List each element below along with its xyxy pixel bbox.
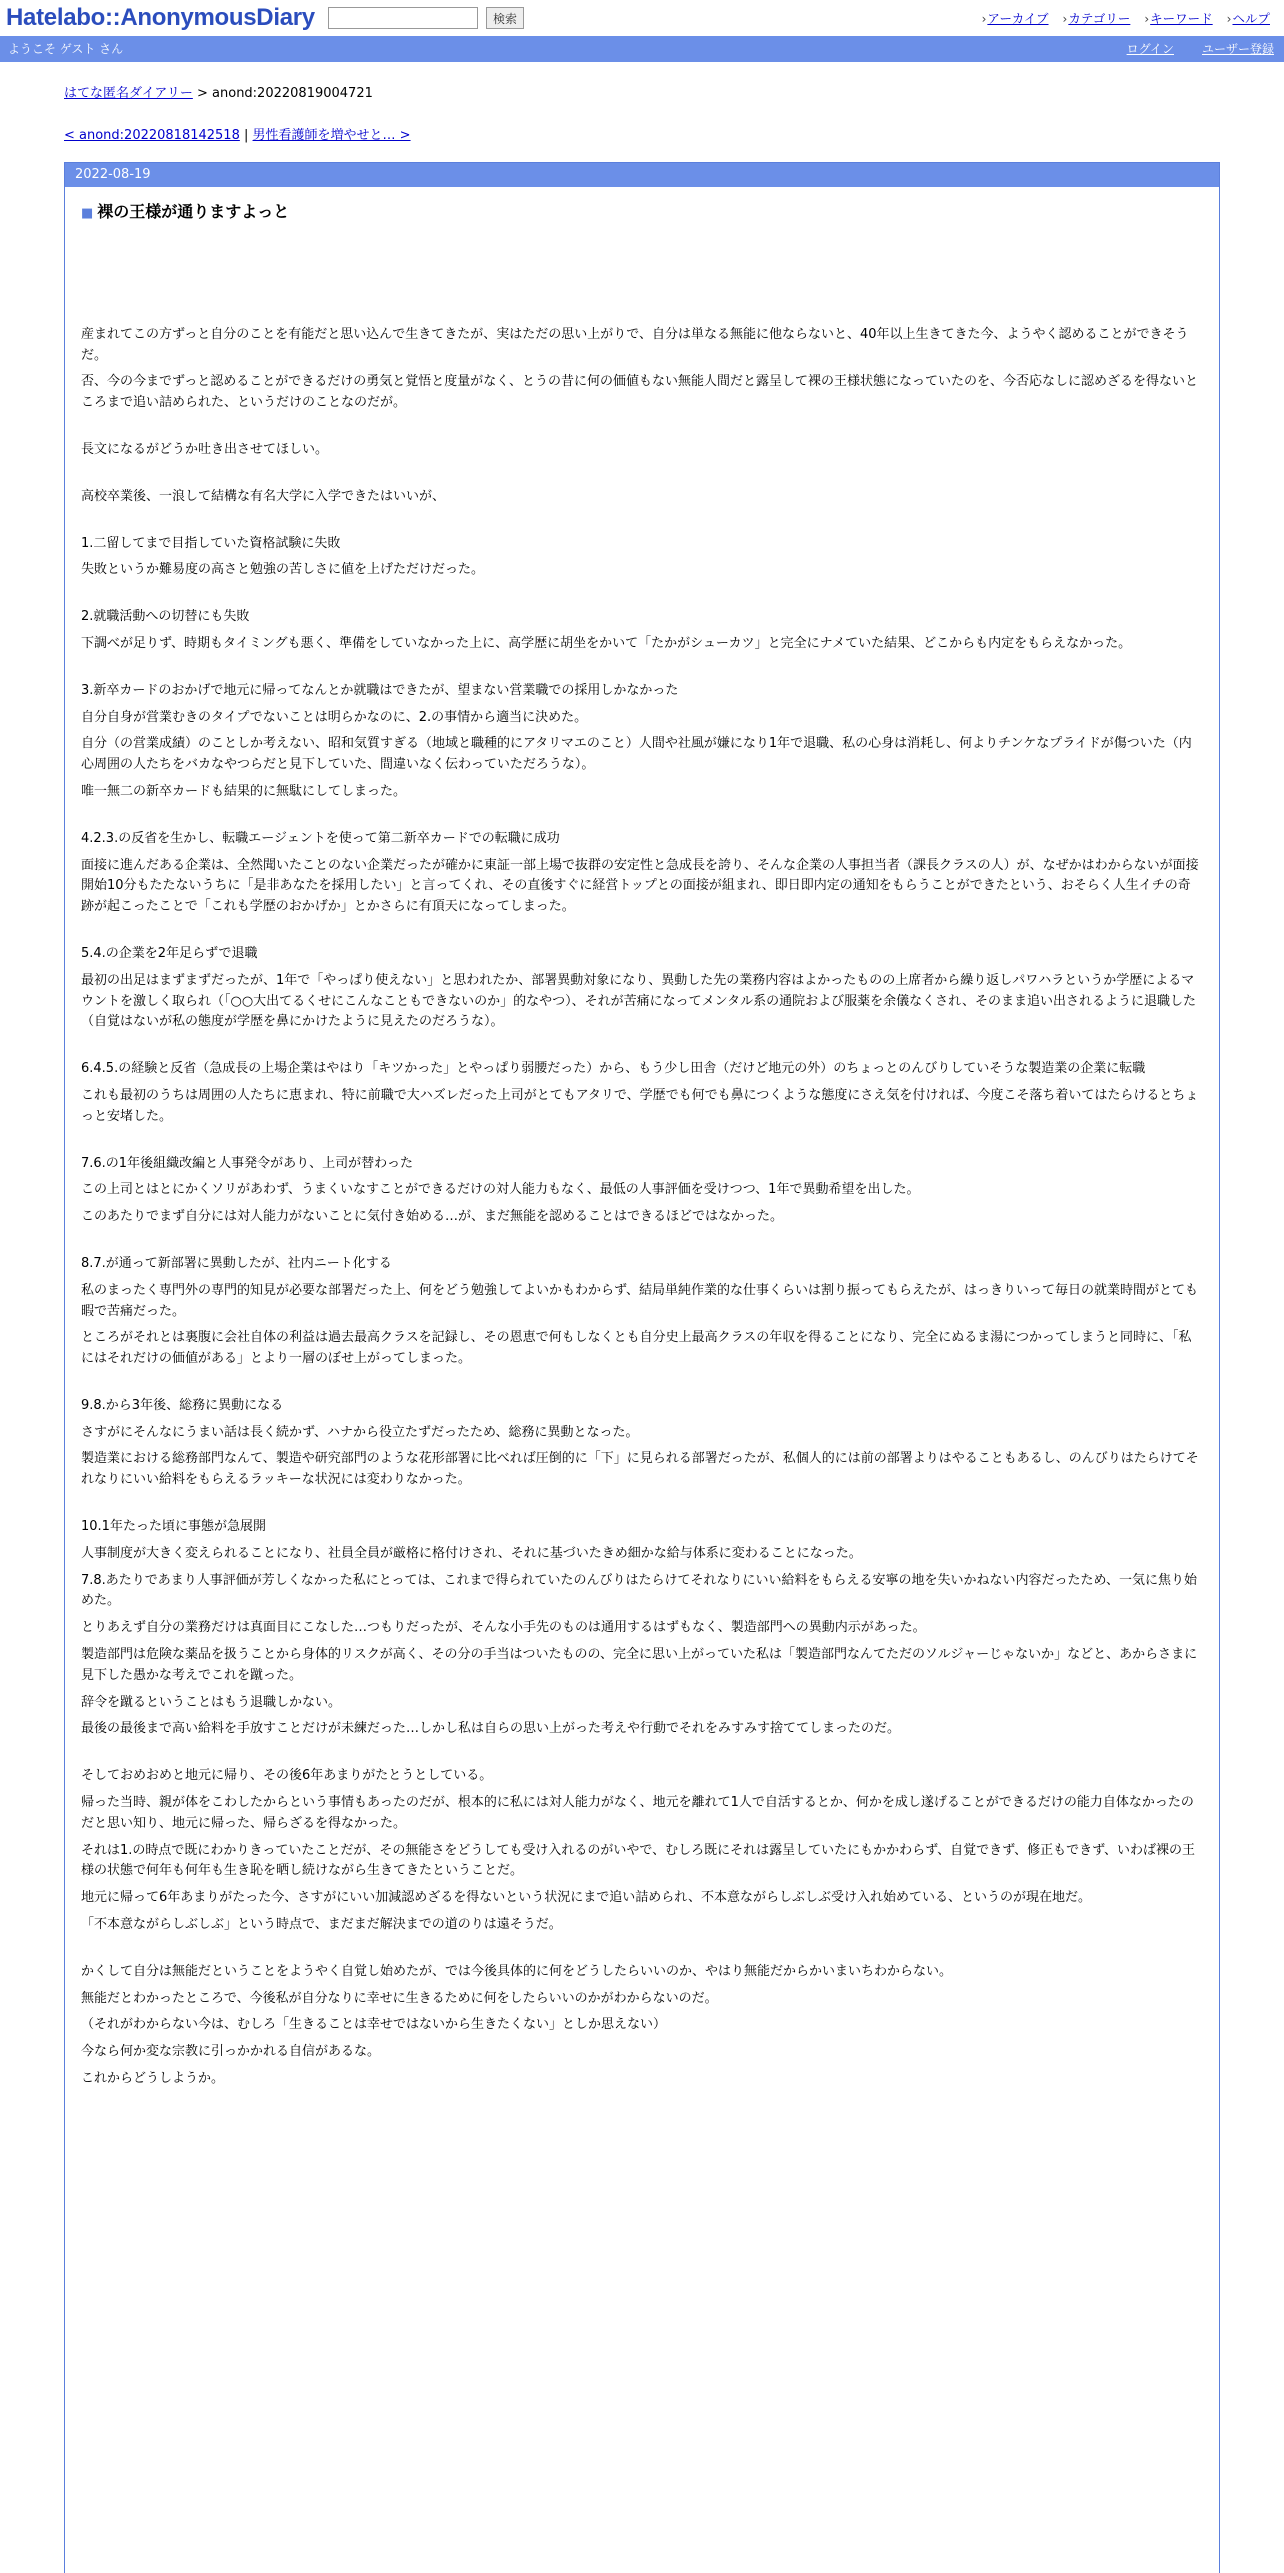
chevron-right-icon: ›	[1144, 12, 1150, 26]
body-paragraph: 7.6.の1年後組織改編と人事発令があり、上司が替わった	[81, 1155, 413, 1171]
body-paragraph: このあたりでまず自分には対人能力がないことに気付き始める…が、まだ無能を認めることはできるほどではなかった。	[81, 1209, 784, 1225]
body-paragraph: これも最初のうちは周囲の人たちに恵まれ、特に前職で大ハズレだった上司がとてもアタリで、学歴でも何でも鼻につくような態度にさえ気を付ければ、今度こそ落ち着いてはたらけるとちょっと安堵した。	[81, 1087, 1199, 1124]
chevron-right-icon: ›	[1226, 12, 1232, 26]
body-paragraph: とりあえず自分の業務だけは真面目にこなした…つもりだったが、そんな小手先のものは通用するはずもなく、製造部門への異動内示があった。	[81, 1620, 926, 1636]
diary-section	[65, 187, 1219, 2090]
search-form	[328, 7, 524, 29]
paragraph-gap	[81, 1234, 1201, 1254]
breadcrumb	[64, 84, 373, 105]
body-paragraph: ところがそれとは裏腹に会社自体の利益は過去最高クラスを記録し、その恩恵で何もしなくとも自分史上最高クラスの年収を得ることになり、完全にぬるま湯につかってしまうと同時に、「私にはそれだけの価値がある」とより一層のぼせ上がってしまった。	[81, 1330, 1192, 1367]
nav-help-label: ヘルプ	[1232, 11, 1270, 26]
entry-pager	[64, 126, 411, 147]
paragraph-gap	[81, 1134, 1201, 1154]
paragraph-gap	[81, 1376, 1201, 1396]
body-paragraph: 唯一無二の新卒カードも結果的に無駄にしてしまった。	[81, 783, 407, 799]
entry-title-text: 裸の王様が通りますよっと	[97, 202, 290, 221]
body-paragraph: 地元に帰って6年あまりがたった今、さすがにいい加減認めざるを得ないという状況にまで追い詰められ、不本意ながらしぶしぶ受け入れ始めている、というのが現在地だ。	[81, 1890, 1092, 1906]
site-logo[interactable]: Hatelabo::AnonymousDiary	[6, 4, 315, 31]
entry-permalink-icon[interactable]: ■	[81, 206, 94, 221]
pager-separator: |	[244, 128, 249, 143]
body-paragraph: 7.8.あたりであまり人事評価が芳しくなかった私にとっては、これまで得られていたのんびりはたらけてそれなりにいい給料をもらえる安寧の地を失いかねない内容だったため、一気に焦り始めた。	[81, 1572, 1198, 1609]
nav-archive-link[interactable]	[982, 11, 1049, 26]
breadcrumb-home-link[interactable]: はてな匿名ダイアリー	[64, 86, 193, 101]
chevron-right-icon: ›	[1062, 12, 1068, 26]
nav-category-label: カテゴリー	[1068, 11, 1131, 26]
entry-title	[81, 199, 1203, 225]
body-paragraph: この上司とはとにかくソリがあわず、うまくいなすことができるだけの対人能力もなく、最低の人事評価を受けつつ、1年で異動希望を出した。	[81, 1182, 920, 1198]
body-paragraph: 人事制度が大きく変えられることになり、社員全員が厳格に格付けされ、それに基づいたきめ細かな給与体系に変わることになった。	[81, 1545, 862, 1561]
nav-help-link[interactable]	[1227, 11, 1270, 26]
body-paragraph: 最後の最後まで高い給料を手放すことだけが未練だった…しかし私は自らの思い上がった考えや行動でそれをみすみす捨ててしまったのだ。	[81, 1721, 901, 1737]
body-paragraph: 長文になるがどうか吐き出させてほしい。	[81, 441, 329, 457]
paragraph-gap	[81, 420, 1201, 440]
body-paragraph: 下調べが足りず、時期もタイミングも悪く、準備をしていなかった上に、高学歴に胡坐をかいて「たかがシューカツ」と完全にナメていた結果、どこからも内定をもらえなかった。	[81, 635, 1132, 651]
site-header	[0, 0, 1284, 36]
search-input[interactable]	[328, 7, 478, 29]
nav-keyword-link[interactable]	[1144, 11, 1212, 26]
body-paragraph: 無能だとわかったところで、今後私が自分なりに幸せに生きるために何をしたらいいのかがわからないのだ。	[81, 1990, 718, 2006]
diary-day	[64, 162, 1220, 2573]
body-paragraph: 6.4.5.の経験と反省（急成長の上場企業はやはり「キツかった」とやっぱり弱腰だった）から、もう少し田舎（だけど地元の外）のちょっとのんびりしていそうな製造業の企業に転職	[81, 1061, 1146, 1077]
login-link[interactable]: ログイン	[1126, 42, 1174, 56]
body-paragraph: そしておめおめと地元に帰り、その後6年あまりがたとうとしている。	[81, 1768, 493, 1784]
body-paragraph: 産まれてこの方ずっと自分のことを有能だと思い込んで生きてきたが、実はただの思い上がりで、自分は単なる無能に他ならないと、40年以上生きてきた今、ようやく認めることができそうだ。	[81, 326, 1189, 363]
nav-keyword-label: キーワード	[1150, 11, 1213, 26]
body-paragraph: それは1.の時点で既にわかりきっていたことだが、その無能さをどうしても受け入れるのがいやで、むしろ既にそれは露呈していたにもかかわらず、自覚できず、修正もできず、いわば裸の王様の状態で何年も何年も生き恥を晒し続けながら生きてきたということだ。	[81, 1842, 1196, 1879]
register-link[interactable]: ユーザー登録	[1201, 42, 1274, 56]
welcome-text: ようこそ ゲスト さん	[8, 42, 124, 56]
body-paragraph: 1.二留してまで目指していた資格試験に失敗	[81, 535, 341, 551]
body-paragraph: 9.8.から3年後、総務に異動になる	[81, 1397, 284, 1413]
breadcrumb-separator: >	[196, 86, 208, 101]
body-paragraph: 自分自身が営業むきのタイプでないことは明らかなのに、2.の事情から適当に決めた。	[81, 709, 588, 725]
body-paragraph: 8.7.が通って新部署に異動したが、社内ニート化する	[81, 1255, 392, 1271]
body-paragraph: 製造業における総務部門なんて、製造や研究部門のような花形部署に比べれば圧倒的に「下」に見られる部署だったが、私個人的には前の部署よりはやることもあるし、のんびりはたらけてそれなりにいい給料をもらえるラッキーな状況には変わりなかった。	[81, 1451, 1199, 1488]
user-bar	[0, 36, 1284, 62]
chevron-right-icon: ›	[981, 12, 987, 26]
body-paragraph: 5.4.の企業を2年足らずで退職	[81, 945, 258, 961]
body-paragraph: 「不本意ながらしぶしぶ」という時点で、まだまだ解決までの道のりは遠そうだ。	[81, 1917, 562, 1933]
paragraph-gap	[81, 587, 1201, 607]
body-paragraph: 私のまったく専門外の専門的知見が必要な部署だった上、何をどう勉強してよいかもわからず、結局単純作業的な仕事くらいは割り振ってもらえたが、はっきりいって毎日の就業時間がとても暇で苦痛だった。	[81, 1282, 1198, 1319]
body-paragraph: 3.新卒カードのおかげで地元に帰ってなんとか就職はできたが、望まない営業職での採用しかなかった	[81, 682, 679, 698]
body-paragraph: これからどうしようか。	[81, 2071, 225, 2087]
body-paragraph: 辞令を蹴るということはもう退職しかない。	[81, 1694, 342, 1710]
paragraph-gap	[81, 809, 1201, 829]
entry-body	[81, 325, 1201, 2090]
body-paragraph: 製造部門は危険な薬品を扱うことから身体的リスクが高く、その分の手当はついたものの、完全に思い上がっていた私は「製造部門なんてただのソルジャーじゃないか」などと、あからさまに見下した愚かな考えでこれを蹴った。	[81, 1647, 1198, 1683]
paragraph-gap	[81, 467, 1201, 487]
user-links	[1099, 40, 1274, 59]
paragraph-gap	[81, 1497, 1201, 1517]
paragraph-gap	[81, 1746, 1201, 1766]
paragraph-gap	[81, 661, 1201, 681]
body-paragraph: かくして自分は無能だということをようやく自覚し始めたが、では今後具体的に何をどうしたらいいのか、やはり無能だからかいまいちわからない。	[81, 1963, 953, 1979]
paragraph-gap	[81, 514, 1201, 534]
header-nav	[968, 9, 1270, 29]
body-paragraph: 自分（の営業成績）のことしか考えない、昭和気質すぎる（地域と職種的にアタリマエのこと）人間や社風が嫌になり1年で退職、私の心身は消耗し、何よりチンケなプライドが傷ついた（内心周囲の人たちをバカなやつらだと見下していた、間違いなく伝わっていただろうな）。	[81, 736, 1192, 773]
body-paragraph: 4.2.3.の反省を生かし、転職エージェントを使って第二新卒カードでの転職に成功	[81, 830, 560, 846]
body-paragraph: 今なら何か変な宗教に引っかかれる自信があるな。	[81, 2044, 381, 2060]
body-paragraph: さすがにそんなにうまい話は長く続かず、ハナから役立たずだったため、総務に異動となった。	[81, 1424, 639, 1440]
body-paragraph: 10.1年たった頃に事態が急展開	[81, 1519, 266, 1535]
search-button[interactable]: 検索	[486, 7, 524, 29]
paragraph-gap	[81, 1039, 1201, 1059]
body-paragraph: 面接に進んだある企業は、全然聞いたことのない企業だったが確かに東証一部上場で抜群の安定性と急成長を誇り、そんな企業の人事担当者（課長クラスの人）が、なぜかはわからないが面接開始10分もたたないうちに「是非あなたを採用したい」と言ってくれ、その直後すぐに経営トップとの面接が組まれ、即日即内定の通知をもらうことができたという、おそらく人生イチの奇跡が起こったことで「これも学歴のおかげか」とかさらに有頂天になってしまった。	[81, 857, 1199, 915]
prev-entry-link[interactable]: < anond:20220818142518	[64, 128, 240, 143]
body-paragraph: 2.就職活動への切替にも失敗	[81, 609, 250, 625]
body-paragraph: 失敗というか難易度の高さと勉強の苦しさに値を上げただけだった。	[81, 562, 485, 578]
nav-archive-label: アーカイブ	[987, 11, 1049, 26]
body-paragraph: （それがわからない今は、むしろ「生きることは幸せではないから生きたくない」としか思えない）	[81, 2017, 667, 2033]
paragraph-gap	[81, 924, 1201, 944]
nav-category-link[interactable]	[1063, 11, 1131, 26]
next-entry-link[interactable]: 男性看護師を増やせと… >	[252, 128, 411, 143]
paragraph-gap	[81, 1942, 1201, 1962]
body-paragraph: 最初の出足はまずまずだったが、1年で「やっぱり使えない」と思われたか、部署異動対象になり、異動した先の業務内容はよかったものの上席者から繰り返しパワハラというか学歴によるマウントを激しく取られ（「○○大出てるくせにこんなこともできないのか」的なやつ）、それが苦痛になってメンタル系の通院および服薬を余儀なくされ、そのまま追い出されるように退職した（自覚はないが私の態度が学歴を鼻にかけたように見えたのだろうな）。	[81, 972, 1196, 1030]
body-paragraph: 否、今の今までずっと認めることができるだけの勇気と覚悟と度量がなく、とうの昔に何の価値もない無能人間だと露呈して裸の王様状態になっていたのを、今否応なしに認めざるを得ないところまで追い詰められた、というだけのことなのだが。	[81, 374, 1198, 411]
body-paragraph: 高校卒業後、一浪して結構な有名大学に入学できたはいいが、	[81, 488, 446, 504]
breadcrumb-current: anond:20220819004721	[212, 86, 373, 101]
body-paragraph: 帰った当時、親が体をこわしたからという事情もあったのだが、根本的に私には対人能力がなく、地元を離れて1人で自活するとか、何かを成し遂げることができるだけの能力自体なかったのだと思い知り、地元に帰った、帰らざるを得なかった。	[81, 1795, 1194, 1831]
day-date: 2022-08-19	[65, 163, 1219, 187]
